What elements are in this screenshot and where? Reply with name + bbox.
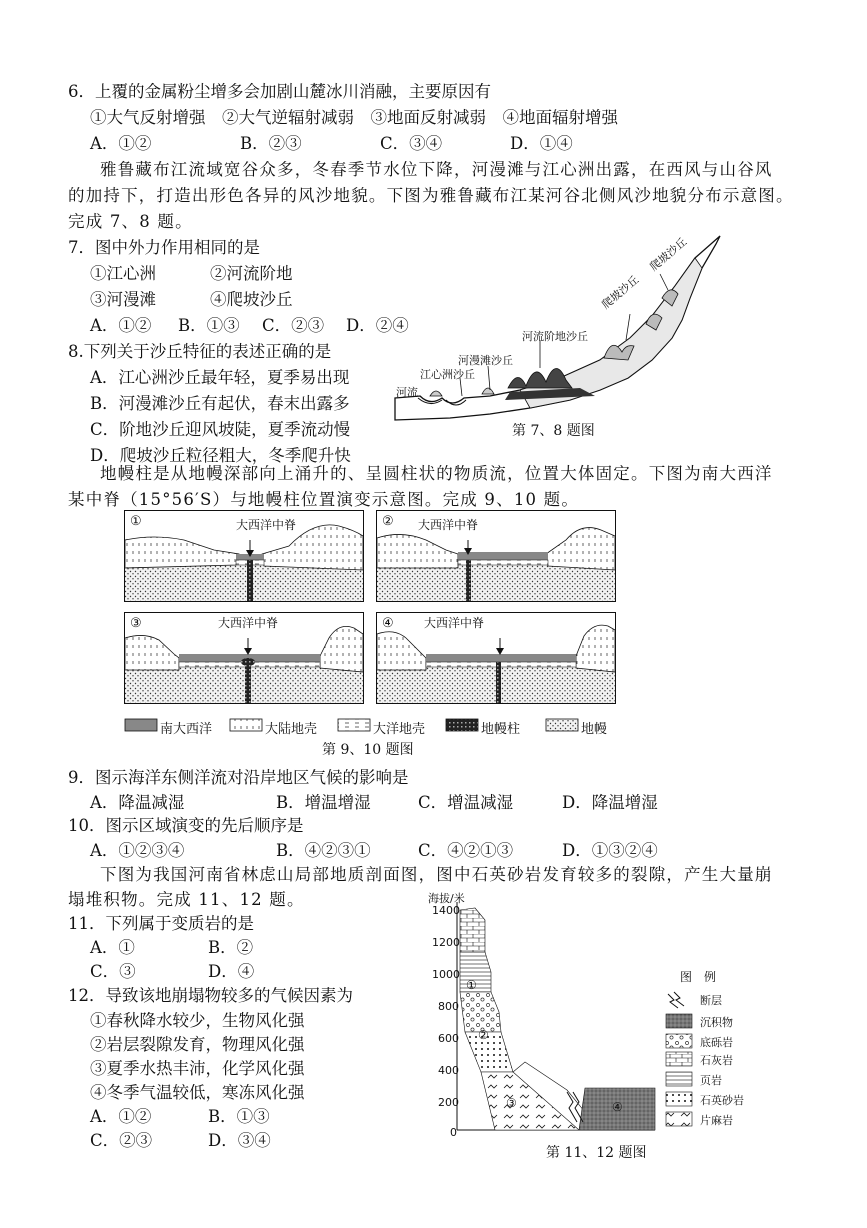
fig1112-legend-swatches [664, 990, 698, 1130]
fig1112-legend-sediment: 沉积物 [700, 1016, 733, 1029]
fig1112-legend-limestone: 石灰岩 [700, 1054, 733, 1067]
intro910-line2: 某中脊（15°56′S）与地幔柱位置演变示意图。完成 9、10 题。 [68, 490, 580, 509]
q9-stem: 9．图示海洋东侧洋流对沿岸地区气候的影响是 [68, 768, 409, 787]
fig910-panel-4-num: ④ [382, 616, 394, 631]
q9-opt-b: B．增温增湿 [276, 793, 371, 812]
q6-opt-a: A．①② [90, 134, 152, 153]
q9-opt-c: C．增温减湿 [418, 793, 514, 812]
fig1112-legend-fault: 断层 [700, 994, 722, 1007]
q6-items: ①大气反射增强 ②大气逆辐射减弱 ③地面反射减弱 ④地面辐射增强 [90, 108, 618, 127]
q11-opt-d: D．④ [208, 962, 255, 981]
q7-item4: ④爬坡沙丘 [210, 290, 293, 309]
q9-opt-a: A．降温减湿 [90, 793, 185, 812]
q10-stem: 10．图示区域演变的先后顺序是 [68, 816, 304, 835]
q12-item4: ④冬季气温较低，寒冻风化强 [90, 1083, 305, 1102]
q8-opt-b: B．河漫滩沙丘有起伏，春末出露多 [90, 394, 350, 413]
fig1112-caption: 第 11、12 题图 [546, 1145, 647, 1161]
q11-opt-a: A．① [90, 938, 135, 957]
q7-opt-b: B．①③ [178, 316, 240, 335]
fig1112-tick-1200: 1200 [432, 936, 460, 949]
intro1112-line1: 下图为我国河南省林虑山局部地质剖面图，图中石英砂岩发育较多的裂隙，产生大量崩 [100, 865, 773, 884]
q10-opt-b: B．④②③① [276, 841, 371, 860]
q12-item1: ①春秋降水较少，生物风化强 [90, 1011, 305, 1030]
fig1112-legend-sandstone: 石英砂岩 [700, 1094, 744, 1107]
q6-stem: 6．上覆的金属粉尘增多会加剧山麓冰川消融，主要原因有 [68, 82, 491, 101]
q10-opt-a: A．①②③④ [90, 841, 185, 860]
q6-opt-b: B．②③ [240, 134, 302, 153]
q7-opt-a: A．①② [90, 316, 152, 335]
q10-opt-d: D．①③②④ [562, 841, 658, 860]
fig1112-tick-200: 200 [438, 1096, 459, 1109]
intro78-line2: 的加持下，打造出形色各异的风沙地貌。下图为雅鲁藏布江某河谷北侧风沙地貌分布示意图。 [68, 186, 794, 205]
q12-opt-c: C．②③ [90, 1131, 153, 1150]
fig910-panel-2-num: ② [382, 514, 394, 529]
q8-opt-c: C．阶地沙丘迎风坡陡，夏季流动慢 [90, 420, 351, 439]
q11-opt-b: B．② [208, 938, 254, 957]
fig910-caption: 第 9、10 题图 [322, 742, 414, 758]
fig910-panel-2 [376, 510, 616, 602]
q12-stem: 12．导致该地崩塌物较多的气候因素为 [68, 986, 353, 1005]
fig1112-section [455, 902, 665, 1136]
q8-opt-d: D．爬坡沙丘粒径粗大，冬季爬升快 [90, 446, 351, 465]
fig910-legend-continental: 大陆地壳 [265, 722, 318, 737]
fig910-legend-oceanic: 大洋地壳 [373, 722, 426, 737]
fig910-panel-1-num: ① [130, 514, 142, 529]
fig910-panel-4-ridge: 大西洋中脊 [424, 616, 485, 630]
q7-item1: ①江心洲 [90, 264, 156, 283]
fig78-label-floodplain: 河漫滩沙丘 [458, 354, 513, 367]
fig910-panel-4 [376, 612, 616, 704]
fig1112-legend-shale: 页岩 [700, 1074, 722, 1087]
fig1112-layer-1: ① [466, 978, 477, 992]
fig1112-legend-gneiss: 片麻岩 [700, 1114, 733, 1127]
fig1112-layer-2: ② [478, 1028, 489, 1042]
fig78-label-islet: 江心洲沙丘 [420, 368, 475, 381]
q7-item2: ②河流阶地 [210, 264, 293, 283]
fig1112-tick-1000: 1000 [432, 968, 460, 981]
fig1112-ylabel: 海拔/米 [428, 892, 465, 905]
intro78-line3: 完成 7、8 题。 [68, 212, 193, 231]
q12-item3: ③夏季水热丰沛，化学风化强 [90, 1059, 305, 1078]
fig910-panel-3-ridge: 大西洋中脊 [218, 616, 279, 630]
fig1112-legend-title: 图 例 [680, 970, 717, 984]
q12-opt-a: A．①② [90, 1107, 152, 1126]
q7-item3: ③河漫滩 [90, 290, 156, 309]
intro910-line1: 地幔柱是从地幔深部向上涌升的、呈圆柱状的物质流，位置大体固定。下图为南大西洋 [100, 464, 773, 483]
fig78-label-climb2: 爬坡沙丘 [647, 235, 690, 274]
intro78-line1: 雅鲁藏布江流域宽谷众多，冬春季节水位下降，河漫滩与江心洲出露，在西风与山谷风 [100, 160, 773, 179]
fig78-caption: 第 7、8 题图 [512, 423, 595, 439]
q11-opt-c: C．③ [90, 962, 136, 981]
fig1112-layer-4: ④ [612, 1100, 623, 1114]
fig1112-tick-1400: 1400 [432, 904, 460, 917]
fig1112-legend-conglomerate: 底砾岩 [700, 1036, 733, 1049]
q6-opt-d: D．①④ [510, 134, 573, 153]
q7-opt-c: C．②③ [262, 316, 325, 335]
fig910-panel-3-num: ③ [130, 616, 142, 631]
fig910-legend-mantle: 地幔 [581, 722, 608, 737]
q12-opt-b: B．①③ [208, 1107, 270, 1126]
q7-stem: 7．图中外力作用相同的是 [68, 238, 260, 257]
q6-opt-c: C．③④ [380, 134, 443, 153]
fig910-panel-1-ridge: 大西洋中脊 [236, 518, 297, 532]
fig1112-layer-3: ③ [506, 1096, 517, 1110]
intro1112-line2: 塌堆积物。完成 11、12 题。 [68, 890, 305, 909]
fig1112-tick-600: 600 [438, 1032, 459, 1045]
q11-stem: 11．下列属于变质岩的是 [68, 914, 254, 933]
fig910-legend-ocean: 南大西洋 [160, 722, 213, 737]
fig1112-tick-400: 400 [438, 1064, 459, 1077]
fig1112-tick-0: 0 [450, 1126, 457, 1139]
fig78-label-terrace: 河流阶地沙丘 [522, 330, 588, 343]
q10-opt-c: C．④②①③ [418, 841, 514, 860]
q9-opt-d: D．降温增湿 [562, 793, 658, 812]
fig910-legend-plume: 地幔柱 [481, 722, 521, 737]
q8-stem: 8.下列关于沙丘特征的表述正确的是 [68, 342, 332, 361]
fig910-panel-2-ridge: 大西洋中脊 [418, 518, 479, 532]
q7-opt-d: D．②④ [346, 316, 409, 335]
q12-opt-d: D．③④ [208, 1131, 271, 1150]
fig1112-tick-800: 800 [438, 1000, 459, 1013]
q8-opt-a: A．江心洲沙丘最年轻，夏季易出现 [90, 368, 350, 387]
fig78-label-river: 河流 [396, 386, 418, 399]
q12-item2: ②岩层裂隙发育，物理风化强 [90, 1035, 305, 1054]
fig78-label-climb1: 爬坡沙丘 [599, 273, 642, 312]
